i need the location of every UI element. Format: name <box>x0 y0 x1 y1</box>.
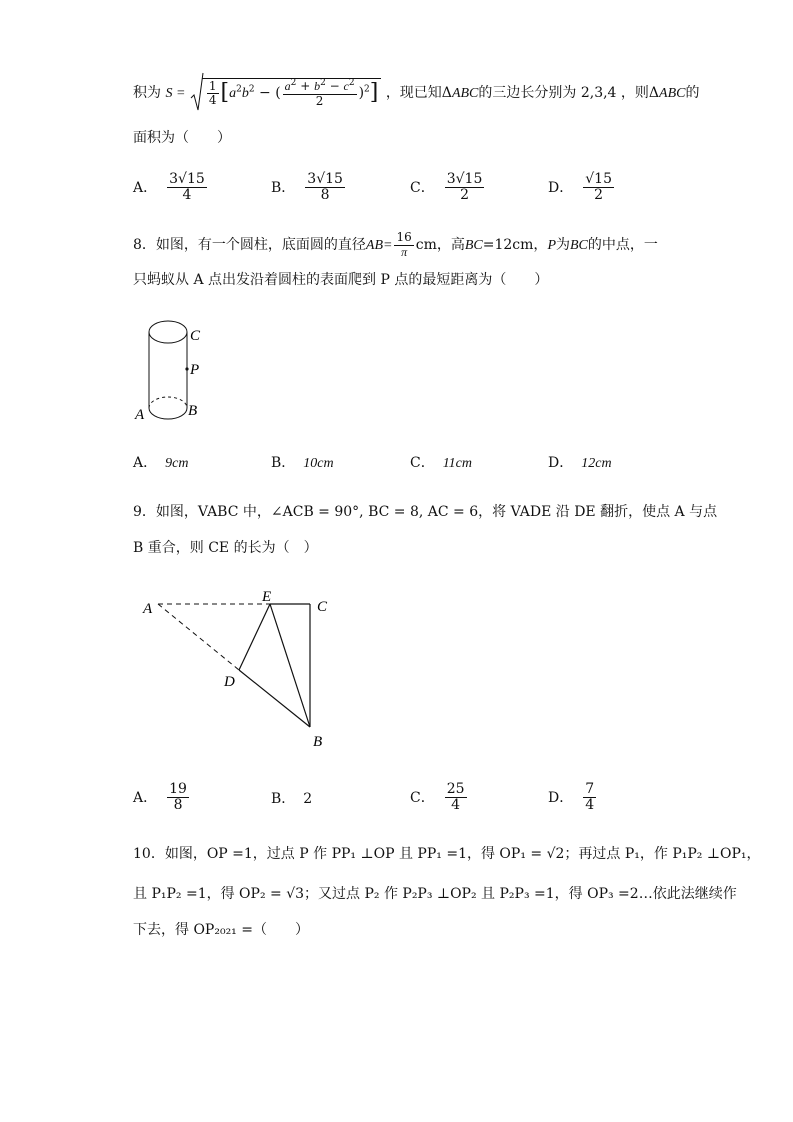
q8-line2: 只蚂蚁从 A 点出发沿着圆柱的表面爬到 P 点的最短距离为（ ） <box>133 272 549 288</box>
cyl-label-b: B <box>188 403 198 419</box>
q7-text-pre: 积为 <box>133 85 161 101</box>
q8-option-a[interactable]: A． 9cm <box>133 455 189 471</box>
q7-line1 <box>133 72 699 114</box>
q9-option-a[interactable]: A． $\frac{19}{8}$ <box>133 781 187 814</box>
q7-option-c[interactable]: C． $\frac{3√15}{2}$ <box>410 171 483 204</box>
cyl-label-p: P <box>190 362 200 378</box>
q9-option-d[interactable]: D． $\frac{7}{4}$ <box>548 781 595 814</box>
q7-text-post: ，现已知Δ <box>385 85 452 101</box>
q7-tri-1: ABC <box>451 86 479 101</box>
formula-s: S = <box>165 86 186 101</box>
q9-line2: B 重合，则 CE 的长为（ ） <box>133 540 318 556</box>
q7-text-end: 的 <box>685 85 700 101</box>
cyl-label-a: A <box>135 407 145 423</box>
q7-option-b[interactable]: B． $\frac{3√15}{8}$ <box>271 171 343 204</box>
q8-option-d[interactable]: D． 12cm <box>548 455 612 471</box>
q9-line1: 9．如图，VABC 中，∠ACB = 90°, BC = 8, AC = 6，将 VADE 沿 DE 翻折，使点 A 与点 <box>133 504 718 520</box>
tri-label-d: D <box>224 674 235 690</box>
q7-text-mid: 的三边长分别为 2,3,4 ，则Δ <box>478 85 660 101</box>
q8-option-c[interactable]: C． 11cm <box>410 455 473 471</box>
formula-radicand: $\frac{1}{4}$ [$a^2b^2$ − ( $\frac{a^2 + b^2 - c^2}{2}$ )$^2$] <box>202 78 382 107</box>
q8-option-b[interactable]: B． 10cm <box>271 455 334 471</box>
triangle-figure <box>138 586 338 752</box>
q8-line1: 8．如图，有一个圆柱，底面圆的直径AB= $\frac{16}{\pi}$ cm，高BC=12cm，P为BC的中点，一 <box>133 230 658 259</box>
cyl-label-c: C <box>190 328 201 344</box>
q7-tri-2: ABC <box>659 86 686 101</box>
q7-option-a[interactable]: A． $\frac{3√15}{4}$ <box>133 171 205 204</box>
q7-line2: 面积为（ ） <box>133 130 231 146</box>
q9-option-c[interactable]: C． $\frac{25}{4}$ <box>410 781 465 814</box>
tri-label-c: C <box>317 599 328 615</box>
q7-option-d[interactable]: D． $\frac{√15}{2}$ <box>548 171 612 204</box>
q10-line2: 且 P₁P₂ =1，得 OP₂ = √3；又过点 P₂ 作 P₂P₃ ⊥OP₂ 且 P₂P₃ =1，得 OP₃ =2…依此法继续作 <box>133 886 737 902</box>
q10-line1: 10．如图，OP =1，过点 P 作 PP₁ ⊥OP 且 PP₁ =1，得 OP₁ = √2；再过点 P₁，作 P₁P₂ ⊥OP₁， <box>133 846 761 862</box>
q10-line3: 下去，得 OP₂₀₂₁ =（ ） <box>133 922 309 938</box>
q9-option-b[interactable]: B． 2 <box>271 791 313 807</box>
tri-label-e: E <box>262 589 272 605</box>
tri-label-a: A <box>143 601 153 617</box>
tri-label-b: B <box>313 734 323 750</box>
cylinder-figure <box>130 312 220 428</box>
